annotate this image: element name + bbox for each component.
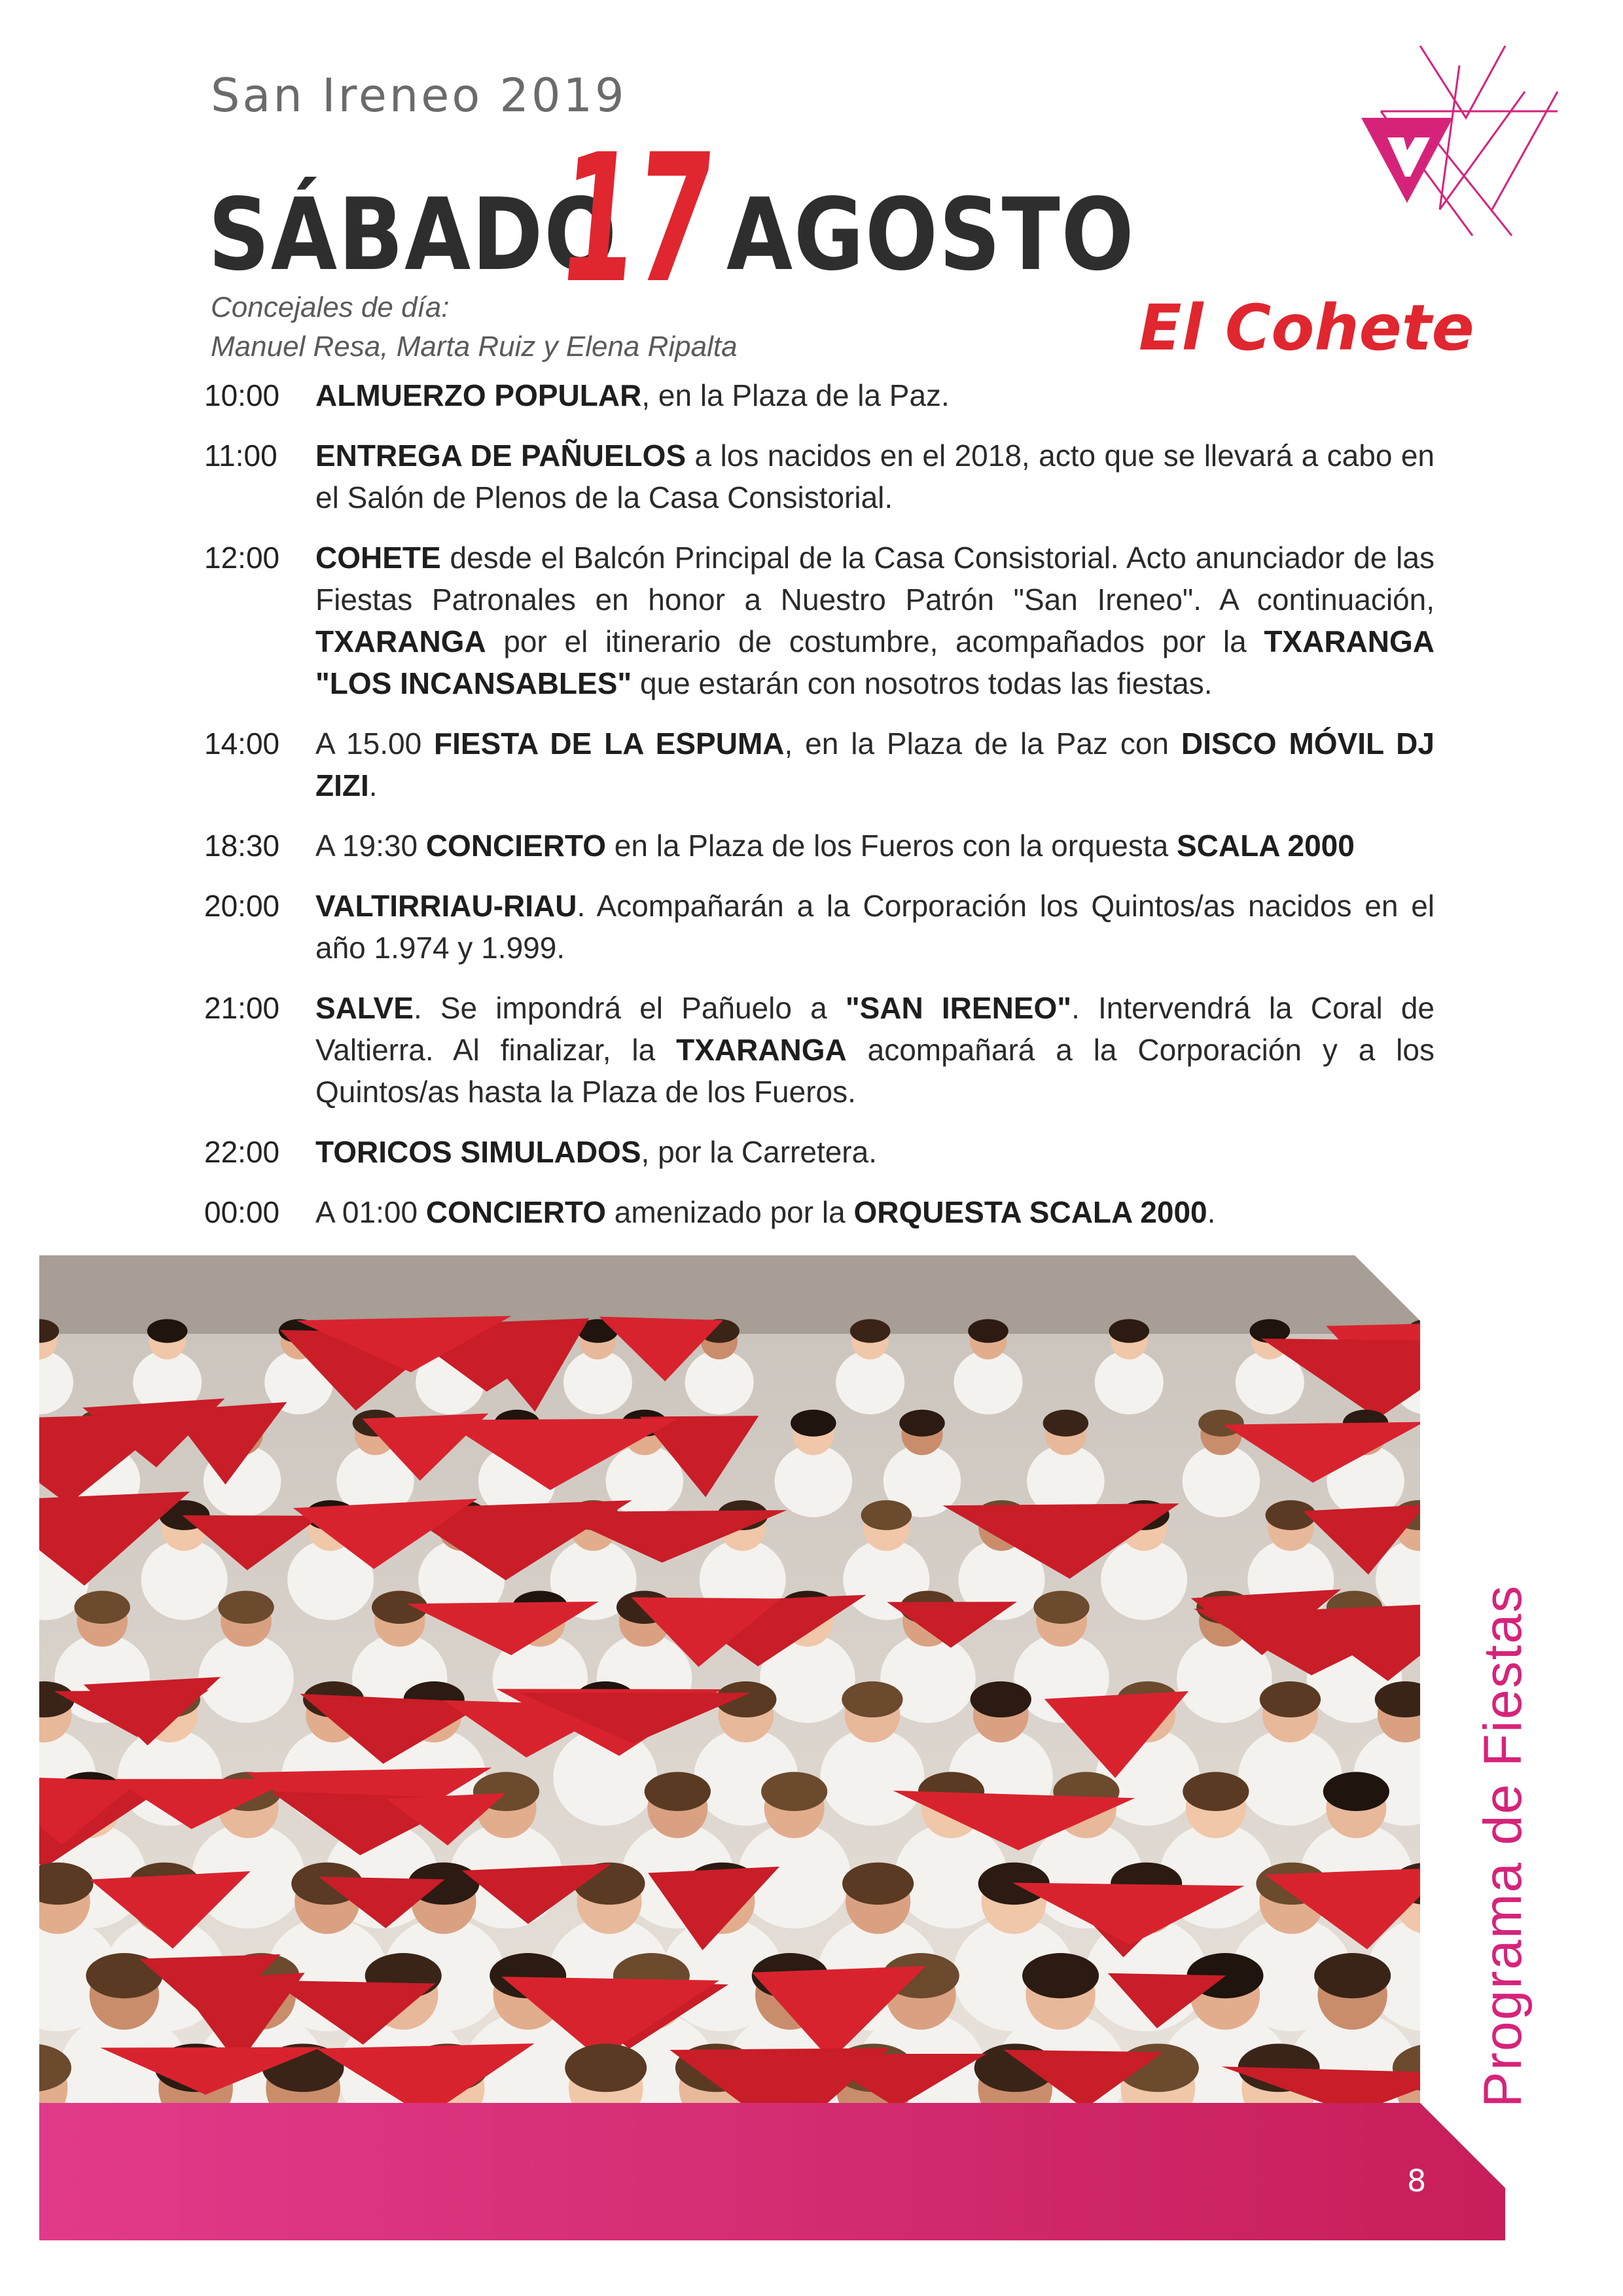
- schedule-item: [204, 537, 1435, 704]
- event-text: A 19:30: [315, 829, 426, 863]
- year-label: San Ireneo 2019: [211, 69, 627, 122]
- schedule-time: 10:00: [204, 378, 280, 412]
- event-highlight: SCALA 2000: [1176, 829, 1355, 863]
- schedule-description: [315, 825, 1435, 867]
- schedule-description: [315, 435, 1435, 518]
- schedule-time: 18:30: [204, 829, 280, 863]
- event-text: .: [368, 768, 378, 802]
- day-name: SÁBADO: [208, 177, 618, 293]
- event-highlight: SALVE: [315, 991, 414, 1025]
- event-text: A 01:00: [315, 1195, 426, 1229]
- schedule-item: [204, 987, 1435, 1113]
- event-text: por el itinerario de costumbre, acompañados por la: [486, 624, 1264, 658]
- event-text: . Intervendrá la Coral de Valtierra. Al finalizar, la: [315, 991, 1435, 1067]
- councillors-block: [211, 288, 738, 367]
- event-text: , por la Carretera.: [641, 1135, 877, 1169]
- schedule-description: [315, 1131, 1435, 1173]
- event-text: , en la Plaza de la Paz con: [784, 726, 1181, 761]
- event-text: desde el Balcón Principal de la Casa Consistorial. Acto anunciador de las Fiestas Patronales en honor a Nuestro Patrón "San Ireneo". A continuación,: [315, 541, 1435, 617]
- event-highlight: CONCIERTO: [425, 1195, 606, 1229]
- day-number: 17: [551, 116, 722, 322]
- event-highlight: ALMUERZO POPULAR: [315, 378, 642, 412]
- event-highlight: "SAN IRENEO": [845, 991, 1072, 1025]
- event-highlight: ORQUESTA SCALA 2000: [853, 1195, 1207, 1229]
- event-text: amenizado por la: [606, 1195, 854, 1229]
- schedule-time: 11:00: [204, 439, 277, 473]
- event-highlight: ENTREGA DE PAÑUELOS: [315, 439, 687, 473]
- event-highlight: TORICOS SIMULADOS: [315, 1135, 641, 1169]
- event-text: , en la Plaza de la Paz.: [641, 378, 950, 412]
- schedule-list: [204, 374, 1435, 1312]
- schedule-description: [315, 987, 1435, 1113]
- footer-band: [39, 2103, 1505, 2240]
- schedule-time: 21:00: [204, 991, 280, 1025]
- event-highlight: CONCIERTO: [425, 829, 606, 863]
- schedule-item: [204, 435, 1435, 518]
- side-section-label: Programa de Fiestas: [1473, 1584, 1533, 2108]
- event-text: . Acompañarán a la Corporación los Quintos/as nacidos en el año 1.974 y 1.999.: [315, 889, 1435, 965]
- event-highlight: TXARANGA: [315, 624, 486, 658]
- schedule-time: 12:00: [204, 541, 280, 575]
- schedule-description: [315, 723, 1435, 806]
- schedule-time: 00:00: [204, 1195, 280, 1229]
- event-highlight: TXARANGA: [676, 1033, 847, 1067]
- day-subtitle: El Cohete: [1139, 291, 1474, 365]
- crowd-photo: [39, 1255, 1420, 2103]
- councillors-heading: Concejales de día:: [211, 291, 450, 323]
- event-highlight: TXARANGA "LOS INCANSABLES": [315, 624, 1435, 700]
- schedule-description: [315, 374, 1435, 416]
- councillors-names: Manuel Resa, Marta Ruiz y Elena Ripalta: [211, 331, 738, 363]
- schedule-item: [204, 1131, 1435, 1173]
- festival-logo-icon: [1342, 39, 1564, 255]
- month-name: AGOSTO: [726, 177, 1135, 293]
- event-highlight: COHETE: [315, 541, 441, 575]
- schedule-time: 20:00: [204, 889, 280, 923]
- schedule-description: [315, 885, 1435, 969]
- event-highlight: DISCO MÓVIL DJ ZIZI: [315, 726, 1435, 802]
- schedule-description: [315, 537, 1435, 704]
- schedule-item: [204, 374, 1435, 416]
- schedule-description: [315, 1191, 1435, 1233]
- event-text: .: [1207, 1195, 1216, 1229]
- schedule-time: 22:00: [204, 1135, 280, 1169]
- event-text: en la Plaza de los Fueros con la orquesta: [606, 829, 1177, 863]
- page-number: 8: [1407, 2163, 1427, 2198]
- event-text: acompañará a la Corporación y a los Quintos/as hasta la Plaza de los Fueros.: [315, 1033, 1435, 1109]
- event-text: a los nacidos en el 2018, acto que se llevará a cabo en el Salón de Plenos de la Casa Consistorial.: [315, 439, 1435, 514]
- event-highlight: VALTIRRIAU-RIAU: [315, 889, 577, 923]
- event-text: que estarán con nosotros todas las fiestas.: [632, 666, 1213, 700]
- schedule-item: [204, 1191, 1435, 1233]
- schedule-time: 14:00: [204, 726, 280, 761]
- schedule-item: [204, 885, 1435, 969]
- event-text: A 15.00: [315, 726, 435, 761]
- schedule-item: [204, 825, 1435, 867]
- event-highlight: FIESTA DE LA ESPUMA: [434, 726, 785, 761]
- event-text: . Se impondrá el Pañuelo a: [413, 991, 846, 1025]
- schedule-item: [204, 723, 1435, 806]
